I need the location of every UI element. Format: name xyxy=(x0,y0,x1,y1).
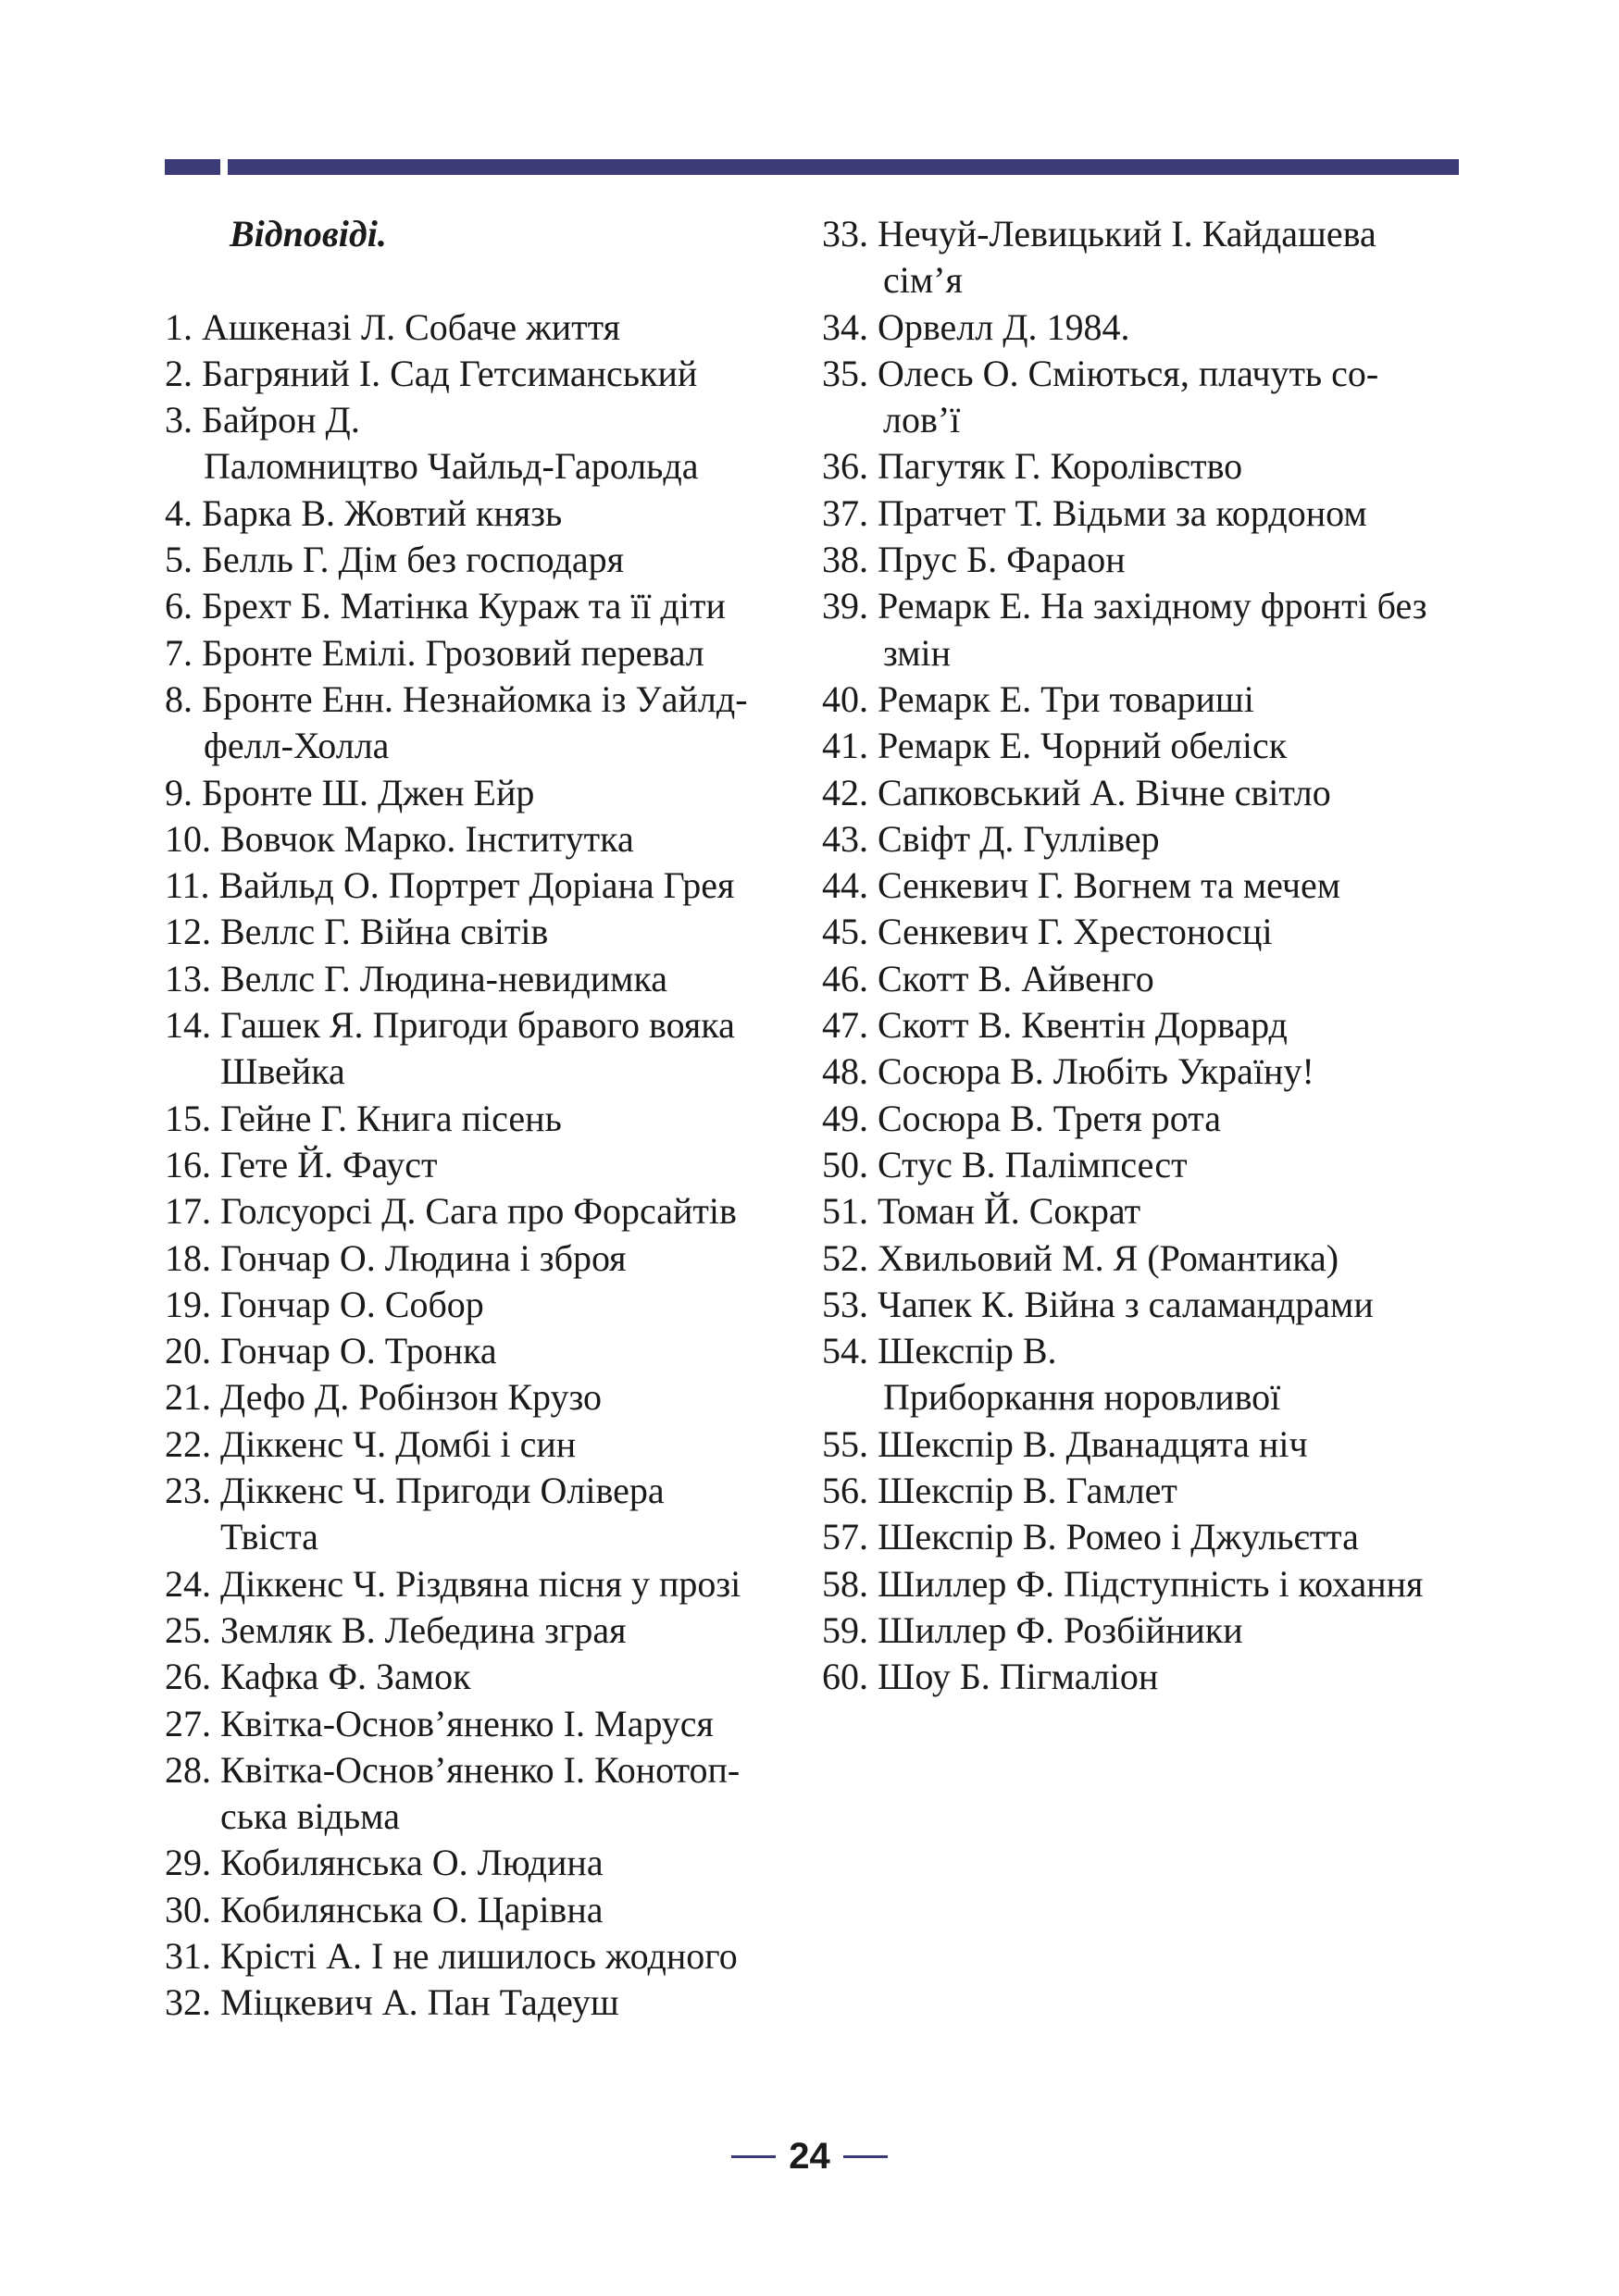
answer-item xyxy=(165,1840,794,1886)
answer-text: 20. Гончар О. Тронка xyxy=(165,1330,497,1372)
answer-text: 12. Веллс Г. Війна світів xyxy=(165,911,549,953)
answer-item xyxy=(822,770,1470,816)
answer-item xyxy=(165,583,794,629)
answer-text: 32. Міцкевич А. Пан Тадеуш xyxy=(165,1981,619,2024)
answer-text: 18. Гончар О. Людина і зброя xyxy=(165,1236,627,1279)
answer-text: 24. Діккенс Ч. Різдвяна пісня у прозі xyxy=(165,1562,741,1605)
answer-text: 19. Гончар О. Собор xyxy=(165,1283,484,1325)
answer-text: 36. Пагутяк Г. Королівство xyxy=(822,445,1243,488)
answer-text: 38. Прус Б. Фараон xyxy=(822,539,1126,581)
footer-dash-left xyxy=(731,2155,776,2158)
answer-text-continued: змін xyxy=(883,631,952,674)
answer-text: 17. Голсуорсі Д. Сага про Форсайтів xyxy=(165,1190,737,1233)
answer-text-continued: Твіста xyxy=(220,1516,318,1558)
answer-item xyxy=(165,1282,794,1328)
answer-item xyxy=(165,770,794,816)
answer-text: 50. Стус В. Палімпсест xyxy=(822,1143,1188,1185)
answer-text: 59. Шиллер Ф. Розбійники xyxy=(822,1608,1243,1651)
answer-item xyxy=(822,1514,1470,1560)
answer-item xyxy=(822,1607,1470,1654)
answer-text: 39. Ремарк Е. На західному фронті без xyxy=(822,585,1427,627)
answer-list-left xyxy=(165,304,794,2027)
answer-text: 5. Белль Г. Дім без господаря xyxy=(165,539,624,581)
answer-text: 10. Вовчок Марко. Інститутка xyxy=(165,817,634,860)
answer-item xyxy=(165,537,794,583)
answer-text: 31. Крісті А. І не лишилось жодного xyxy=(165,1934,738,1977)
answer-text: 22. Діккенс Ч. Домбі і син xyxy=(165,1422,577,1465)
answer-item xyxy=(165,1561,794,1607)
answer-text: 29. Кобилянська О. Людина xyxy=(165,1842,604,1884)
answer-text: 55. Шекспір В. Дванадцята ніч xyxy=(822,1422,1308,1465)
answer-text: 40. Ремарк Е. Три товариші xyxy=(822,677,1254,720)
page-footer xyxy=(0,2136,1619,2178)
answer-text: 21. Дефо Д. Робінзон Крузо xyxy=(165,1376,603,1419)
answer-item xyxy=(165,863,794,909)
answer-item xyxy=(165,1096,794,1142)
answer-item xyxy=(165,1421,794,1468)
answer-text: 45. Сенкевич Г. Хрестоносці xyxy=(822,911,1273,953)
answer-text-continued: ська відьма xyxy=(220,1795,400,1838)
answer-text: 41. Ремарк Е. Чорний обеліск xyxy=(822,725,1288,767)
answer-text: 44. Сенкевич Г. Вогнем та мечем xyxy=(822,864,1341,907)
answer-item xyxy=(822,211,1470,304)
answer-text: 51. Томан Й. Сократ xyxy=(822,1190,1141,1233)
answer-item xyxy=(822,1142,1470,1188)
answer-item xyxy=(822,1328,1470,1421)
answer-item xyxy=(822,1188,1470,1235)
answer-item xyxy=(822,1561,1470,1607)
answer-text: 58. Шиллер Ф. Підступність і кохання xyxy=(822,1562,1424,1605)
answer-text: 16. Гете Й. Фауст xyxy=(165,1143,438,1185)
answer-text: 1. Ашкеназі Л. Собаче життя xyxy=(165,305,621,348)
answer-text: 11. Вайльд О. Портрет Доріана Грея xyxy=(165,864,735,907)
answer-text-continued: сім’я xyxy=(883,259,963,302)
answer-item xyxy=(822,1002,1470,1049)
answer-text: 13. Веллс Г. Людина-невидимка xyxy=(165,957,668,999)
answer-text: 56. Шекспір В. Гамлет xyxy=(822,1470,1177,1512)
answer-item xyxy=(822,956,1470,1002)
answer-text: 23. Діккенс Ч. Пригоди Олівера xyxy=(165,1470,665,1512)
section-title: Відповіді. xyxy=(230,213,387,254)
answer-item xyxy=(165,1607,794,1654)
answer-item xyxy=(822,1282,1470,1328)
page-number: 24 xyxy=(789,2136,830,2177)
answer-text: 30. Кобилянська О. Царівна xyxy=(165,1888,604,1930)
answer-text-continued: Приборкання норовливої xyxy=(883,1376,1281,1419)
answer-item xyxy=(165,630,794,676)
answer-text: 43. Свіфт Д. Гуллівер xyxy=(822,817,1160,860)
answer-item xyxy=(165,1654,794,1700)
answer-item xyxy=(822,816,1470,863)
answer-item xyxy=(822,583,1470,676)
answer-item xyxy=(165,490,794,537)
answer-text: 42. Сапковський А. Вічне світло xyxy=(822,771,1331,813)
answers-column-left xyxy=(165,211,794,2027)
answer-item xyxy=(165,1235,794,1282)
answer-item xyxy=(165,1887,794,1933)
answer-item xyxy=(165,676,794,770)
answer-text-continued: лов’ї xyxy=(883,399,961,441)
title-spacer xyxy=(165,257,794,304)
answer-item xyxy=(165,397,794,490)
answer-text: 57. Шекспір В. Ромео і Джульєтта xyxy=(822,1516,1359,1558)
answer-item xyxy=(822,1468,1470,1514)
answer-text: 3. Байрон Д. xyxy=(165,399,360,441)
answer-item xyxy=(165,816,794,863)
answer-text: 14. Гашек Я. Пригоди бравого вояка xyxy=(165,1004,735,1047)
answer-item xyxy=(822,863,1470,909)
answer-text: 34. Орвелл Д. 1984. xyxy=(822,305,1130,348)
answer-item xyxy=(165,304,794,351)
answer-item xyxy=(822,1654,1470,1700)
answer-text: 25. Земляк В. Лебедина зграя xyxy=(165,1608,627,1651)
answer-item xyxy=(165,1002,794,1096)
answer-list-right xyxy=(822,211,1470,1701)
answer-item xyxy=(822,443,1470,490)
answer-item xyxy=(165,1701,794,1747)
answer-item xyxy=(165,1328,794,1374)
answer-item xyxy=(165,1980,794,2026)
answer-text: 4. Барка В. Жовтий князь xyxy=(165,491,563,534)
answer-item xyxy=(165,1747,794,1841)
answer-text: 49. Сосюра В. Третя рота xyxy=(822,1097,1221,1139)
answer-item xyxy=(822,1049,1470,1095)
answer-text: 6. Брехт Б. Матінка Кураж та її діти xyxy=(165,585,726,627)
answer-item xyxy=(165,1374,794,1421)
answer-text-continued: фелл-Холла xyxy=(204,725,390,767)
answer-text-continued: Паломництво Чайльд-Гарольда xyxy=(204,445,699,488)
answer-text: 46. Скотт В. Айвенго xyxy=(822,957,1154,999)
answer-text: 60. Шоу Б. Пігмаліон xyxy=(822,1656,1159,1698)
answer-item xyxy=(822,676,1470,723)
answer-item xyxy=(165,1933,794,1980)
answer-text: 7. Бронте Емілі. Грозовий перевал xyxy=(165,631,704,674)
answer-text: 37. Пратчет Т. Відьми за кордоном xyxy=(822,491,1367,534)
answer-item xyxy=(822,1096,1470,1142)
answer-text: 9. Бронте Ш. Джен Ейр xyxy=(165,771,535,813)
answer-text: 35. Олесь О. Сміються, плачуть со- xyxy=(822,352,1379,394)
answer-text: 2. Багряний І. Сад Гетсиманський xyxy=(165,352,698,394)
header-rule-short xyxy=(165,159,220,175)
answer-item xyxy=(822,1235,1470,1282)
answer-item xyxy=(165,1468,794,1561)
answer-text-continued: Швейка xyxy=(220,1050,345,1093)
answer-item xyxy=(165,351,794,397)
answer-text: 28. Квітка-Основ’яненко І. Конотоп- xyxy=(165,1748,741,1791)
answer-text: 15. Гейне Г. Книга пісень xyxy=(165,1097,562,1139)
answer-item xyxy=(822,537,1470,583)
header-rule-long xyxy=(228,159,1459,175)
answer-text: 26. Кафка Ф. Замок xyxy=(165,1656,471,1698)
answer-item xyxy=(822,1421,1470,1468)
answer-text: 48. Сосюра В. Любіть Україну! xyxy=(822,1050,1314,1093)
answer-text: 27. Квітка-Основ’яненко І. Маруся xyxy=(165,1702,714,1744)
answer-text: 53. Чапек К. Війна з саламандрами xyxy=(822,1283,1374,1325)
answer-item xyxy=(822,723,1470,769)
answer-item xyxy=(822,490,1470,537)
answer-item xyxy=(822,909,1470,955)
answer-text: 33. Нечуй-Левицький І. Кайдашева xyxy=(822,213,1376,254)
answer-item xyxy=(822,304,1470,351)
footer-dash-right xyxy=(843,2155,888,2158)
answer-text: 47. Скотт В. Квентін Дорвард xyxy=(822,1004,1288,1047)
answer-item xyxy=(165,1142,794,1188)
answer-text: 8. Бронте Енн. Незнайомка із Уайлд- xyxy=(165,677,748,720)
answer-text: 54. Шекспір В. xyxy=(822,1330,1057,1372)
answer-item xyxy=(822,351,1470,444)
answer-item xyxy=(165,1188,794,1235)
answer-item xyxy=(165,956,794,1002)
answer-item xyxy=(165,909,794,955)
answer-text: 52. Хвильовий М. Я (Романтика) xyxy=(822,1236,1339,1279)
answers-column-right xyxy=(822,211,1470,1701)
